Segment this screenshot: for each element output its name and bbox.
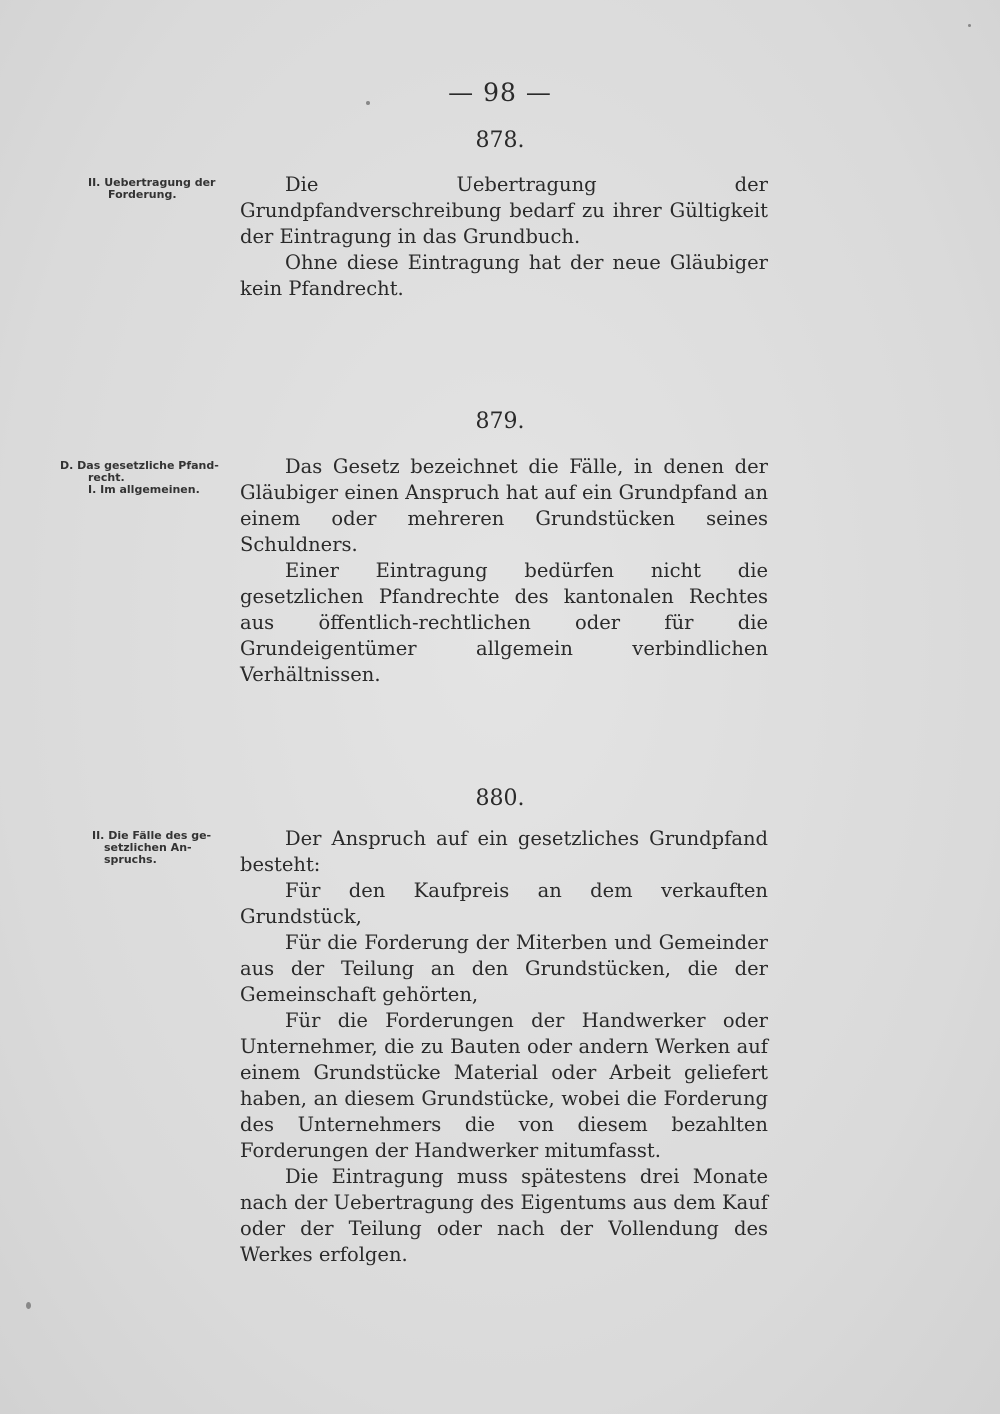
margin-line: II. Uebertragung der <box>88 176 216 189</box>
paragraph: Für den Kaufpreis an dem verkauften Grundstück, <box>240 879 768 928</box>
margin-line: spruchs. <box>104 853 157 866</box>
margin-line: Forderung. <box>108 188 177 201</box>
article-878-text <box>240 172 768 302</box>
margin-note-880 <box>92 830 264 866</box>
article-number-878: 878. <box>475 128 525 153</box>
margin-line: II. Die Fälle des ge- <box>92 829 212 842</box>
scan-speck <box>26 1302 31 1309</box>
paragraph: Für die Forderung der Miterben und Gemeinder aus der Teilung an den Grundstücken, die der Gemeinschaft gehörten, <box>240 931 768 1006</box>
article-879-text <box>240 454 768 688</box>
scan-speck <box>968 24 971 27</box>
paragraph: Die Eintragung muss spätestens drei Monate nach der Uebertragung des Eigentums aus dem Kauf oder der Teilung oder nach der Vollendung des Werkes erfolgen. <box>240 1165 768 1266</box>
scan-speck <box>366 101 370 105</box>
margin-line: I. Im allgemeinen. <box>88 483 200 496</box>
margin-note-878 <box>88 177 260 201</box>
paragraph: Ohne diese Eintragung hat der neue Gläubiger kein Pfandrecht. <box>240 251 768 300</box>
article-880-text <box>240 826 768 1268</box>
article-number-880: 880. <box>475 786 525 811</box>
article-number-879: 879. <box>475 409 525 434</box>
paragraph: Der Anspruch auf ein gesetzliches Grundpfand besteht: <box>240 827 768 876</box>
paragraph: Die Uebertragung der Grundpfandverschreibung bedarf zu ihrer Gültigkeit der Eintragung in das Grundbuch. <box>240 173 768 248</box>
paragraph: Einer Eintragung bedürfen nicht die gesetzlichen Pfandrechte des kantonalen Rechtes aus öffentlich-rechtlichen oder für die Grundeigentümer allgemein verbindlichen Verhältnissen. <box>240 559 768 686</box>
page-number: — 98 — <box>448 78 552 107</box>
margin-line: D. Das gesetzliche Pfand- <box>60 459 219 472</box>
margin-line: setzlichen An- <box>104 841 192 854</box>
margin-note-879 <box>60 460 232 496</box>
margin-line: recht. <box>88 471 125 484</box>
paragraph: Das Gesetz bezeichnet die Fälle, in denen der Gläubiger einen Anspruch hat auf ein Grundpfand an einem oder mehreren Grundstücken seines Schuldners. <box>240 455 768 556</box>
paragraph: Für die Forderungen der Handwerker oder Unternehmer, die zu Bauten oder andern Werken auf einem Grundstücke Material oder Arbeit geliefert haben, an diesem Grundstücke, wobei die Forderung des Unternehmers die von diesem bezahlten Forderungen der Handwerker mitumfasst. <box>240 1009 768 1162</box>
